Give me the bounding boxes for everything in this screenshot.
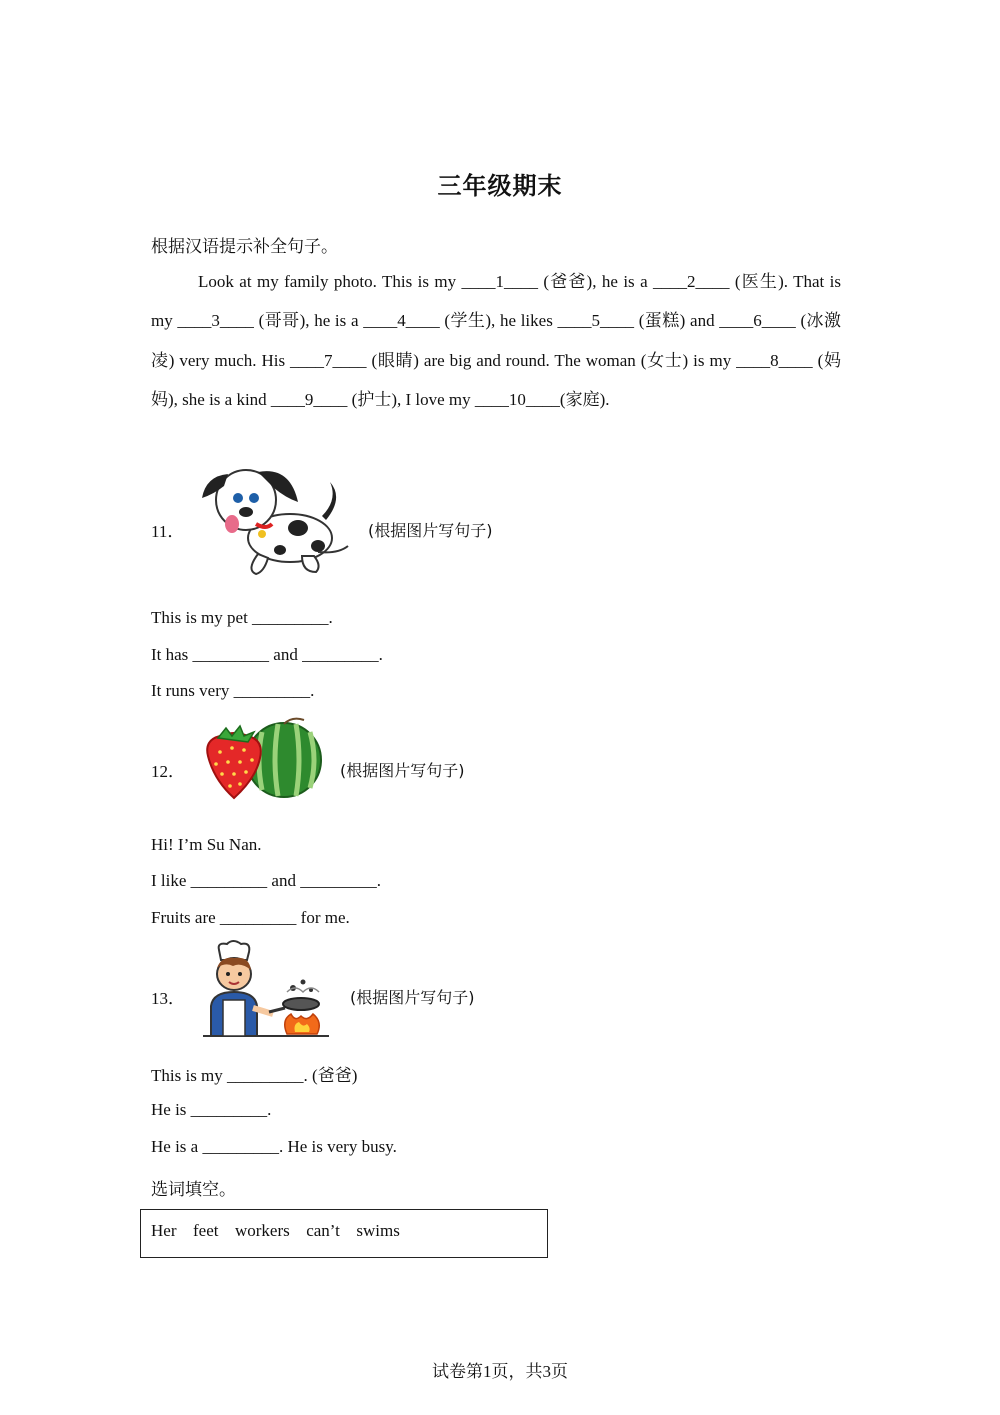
answer-line: He is _________. [151, 1100, 272, 1119]
answer-line: This is my pet _________. [151, 608, 333, 627]
answer-line: It has _________ and _________. [151, 645, 383, 664]
question-hint: (根据图片写句子) [340, 761, 465, 780]
page-title: 三年级期末 [437, 172, 563, 200]
dog-icon [198, 458, 354, 578]
question-number: 12． [151, 762, 185, 781]
passage-text: Look at my family photo. This is my ____1____ (爸爸), he is a ____2____ (医生). That is my ____3____ (哥哥), he is a ____4____ (学生), he likes ____5____ (蛋糕) and ____6____ (冰激凌) very much. His ____7____ (眼睛) are big and round. The woman (女士) is my ____8____ (妈妈), she is a kind ____9____ (护士), I love my ____10____(家庭). [151, 272, 841, 409]
chef-icon [203, 942, 331, 1038]
question-number: 13． [151, 989, 185, 1008]
fruit-icon [200, 716, 324, 802]
page-footer: 试卷第1页，共3页 [432, 1362, 568, 1381]
question-number: 11． [151, 522, 185, 541]
word-bank-words: Her feet workers can’t swims [151, 1221, 400, 1240]
section-instruction: 根据汉语提示补全句子。 [151, 237, 338, 257]
answer-line: I like _________ and _________. [151, 871, 381, 890]
question-hint: (根据图片写句子) [368, 521, 493, 540]
answer-line: Fruits are _________ for me. [151, 908, 350, 927]
answer-line: Hi! I’m Su Nan. [151, 835, 262, 854]
answer-line: It runs very _________. [151, 681, 315, 700]
passage [151, 262, 841, 419]
answer-line: This is my _________. (爸爸) [151, 1066, 358, 1085]
question-hint: (根据图片写句子) [350, 988, 475, 1007]
answer-line: He is a _________. He is very busy. [151, 1137, 397, 1156]
section-instruction: 选词填空。 [151, 1180, 236, 1200]
word-bank [140, 1209, 548, 1258]
